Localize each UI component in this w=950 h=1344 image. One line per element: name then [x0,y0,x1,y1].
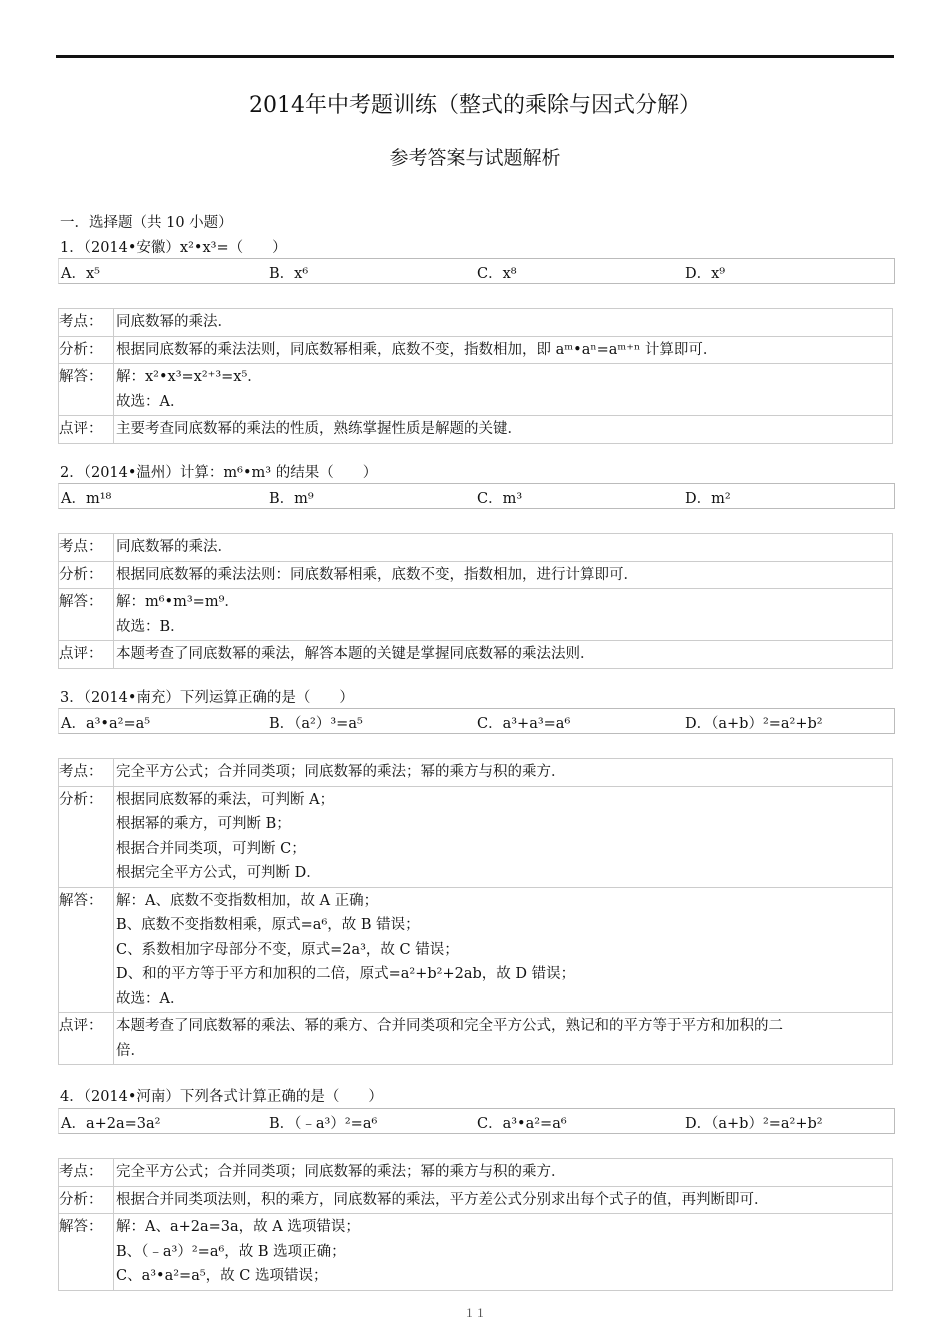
section-heading: 一．选择题（共 10 小题） [60,215,233,231]
kaodian-text: 同底数幂的乘法． [114,534,893,562]
fenxi-line: 根据完全平方公式，可判断 D． [116,865,321,881]
fenxi-text: 根据同底数幂的乘法法则：同底数幂相乘，底数不变，指数相加，进行计算即可． [114,561,893,589]
option-b: B．（a²）³=a⁵ [269,716,363,732]
label-jieda: 解答： [59,589,114,641]
jieda-line: 解：m⁶•m³=m⁹． [116,594,239,610]
option-a: A．a+2a=3a² [61,1116,161,1132]
label-jieda: 解答： [59,1214,114,1291]
jieda-line: B、底数不变指数相乘，原式=a⁶，故 B 错误； [116,917,420,933]
option-b: B．x⁶ [269,266,309,282]
label-kaodian: 考点： [59,534,114,562]
jieda-line: 故选：A． [116,990,185,1007]
page-subtitle: 参考答案与试题解析 [389,147,561,169]
label-kaodian: 考点： [59,309,114,337]
option-a: A．x⁵ [61,266,100,282]
dianping-text: 主要考查同底数幂的乘法的性质，熟练掌握性质是解题的关键． [114,416,893,444]
page-title: 2014年中考题训练（整式的乘除与因式分解） [249,93,701,118]
option-c: C．x⁸ [477,266,517,282]
dianping-text: 本题考查了同底数幂的乘法，解答本题的关键是掌握同底数幂的乘法法则． [114,641,893,669]
question-2-options [58,483,895,509]
fenxi-line: 根据幂的乘方，可判断 B； [116,816,291,832]
option-a: A．a³•a²=a⁵ [61,716,151,732]
label-jieda: 解答： [59,364,114,416]
option-d: D．（a+b）²=a²+b² [685,716,823,732]
jieda-line: C、系数相加字母部分不变，原式=2a³，故 C 错误； [116,941,459,958]
option-d: D．x⁹ [685,266,726,282]
label-dianping: 点评： [59,641,114,669]
question-4-options [58,1108,895,1134]
jieda-line: B、（﹣a³）²=a⁶，故 B 选项正确； [116,1243,346,1260]
label-dianping: 点评： [59,416,114,444]
option-d: D．m² [685,491,731,507]
label-jieda: 解答： [59,887,114,1013]
jieda-line: 解：A、底数不变指数相加，故 A 正确； [116,892,379,909]
question-2-stem: 2．（2014•温州）计算：m⁶•m³ 的结果（ ） [60,465,378,481]
page-number: １１ [464,1307,486,1320]
dianping-line: 本题考查了同底数幂的乘法、幂的乘方、合并同类项和完全平方公式，熟记和的平方等于平方和加积的二 [116,1018,783,1034]
option-b: B．（﹣a³）²=a⁶ [269,1116,378,1132]
option-a: A．m¹⁸ [61,491,112,507]
option-b: B．m⁹ [269,491,314,507]
fenxi-text: 根据同底数幂的乘法法则，同底数幂相乘，底数不变，指数相加，即 aᵐ•aⁿ=aᵐ⁺ⁿ 计算即可． [114,336,893,364]
kaodian-text: 同底数幂的乘法． [114,309,893,337]
jieda-line: 故选：A． [116,393,185,410]
question-3-options [58,708,895,734]
jieda-line: 解：x²•x³=x²⁺³=x⁵． [116,369,262,385]
header-rule [56,55,894,58]
fenxi-line: 根据同底数幂的乘法，可判断 A； [116,791,335,808]
option-c: C．a³+a³=a⁶ [477,716,571,732]
question-3-analysis [58,758,893,1065]
question-4-stem: 4．（2014•河南）下列各式计算正确的是（ ） [60,1089,383,1105]
jieda-line: 故选：B． [116,618,185,635]
label-fenxi: 分析： [59,1186,114,1214]
label-kaodian: 考点： [59,1159,114,1187]
option-c: C．a³•a²=a⁶ [477,1116,567,1132]
question-1-analysis [58,308,893,444]
question-2-analysis [58,533,893,669]
jieda-line: C、a³•a²=a⁵，故 C 选项错误； [116,1268,328,1284]
option-d: D．（a+b）²=a²+b² [685,1116,823,1132]
option-c: C．m³ [477,491,523,507]
question-1-options [58,258,895,284]
kaodian-text: 完全平方公式；合并同类项；同底数幂的乘法；幂的乘方与积的乘方． [114,759,893,787]
jieda-line: D、和的平方等于平方和加积的二倍，原式=a²+b²+2ab，故 D 错误； [116,966,576,982]
question-4-analysis [58,1158,893,1291]
label-kaodian: 考点： [59,759,114,787]
label-dianping: 点评： [59,1013,114,1065]
kaodian-text: 完全平方公式；合并同类项；同底数幂的乘法；幂的乘方与积的乘方． [114,1159,893,1187]
jieda-line: 解：A、a+2a=3a，故 A 选项错误； [116,1219,360,1235]
dianping-line: 倍． [116,1042,145,1059]
fenxi-line: 根据合并同类项，可判断 C； [116,840,306,857]
fenxi-text: 根据合并同类项法则，积的乘方，同底数幂的乘法，平方差公式分别求出每个式子的值，再判断即可． [114,1186,893,1214]
question-1-stem: 1．（2014•安徽）x²•x³=（ ） [60,240,287,256]
label-fenxi: 分析： [59,786,114,887]
label-fenxi: 分析： [59,336,114,364]
question-3-stem: 3．（2014•南充）下列运算正确的是（ ） [60,690,354,706]
label-fenxi: 分析： [59,561,114,589]
